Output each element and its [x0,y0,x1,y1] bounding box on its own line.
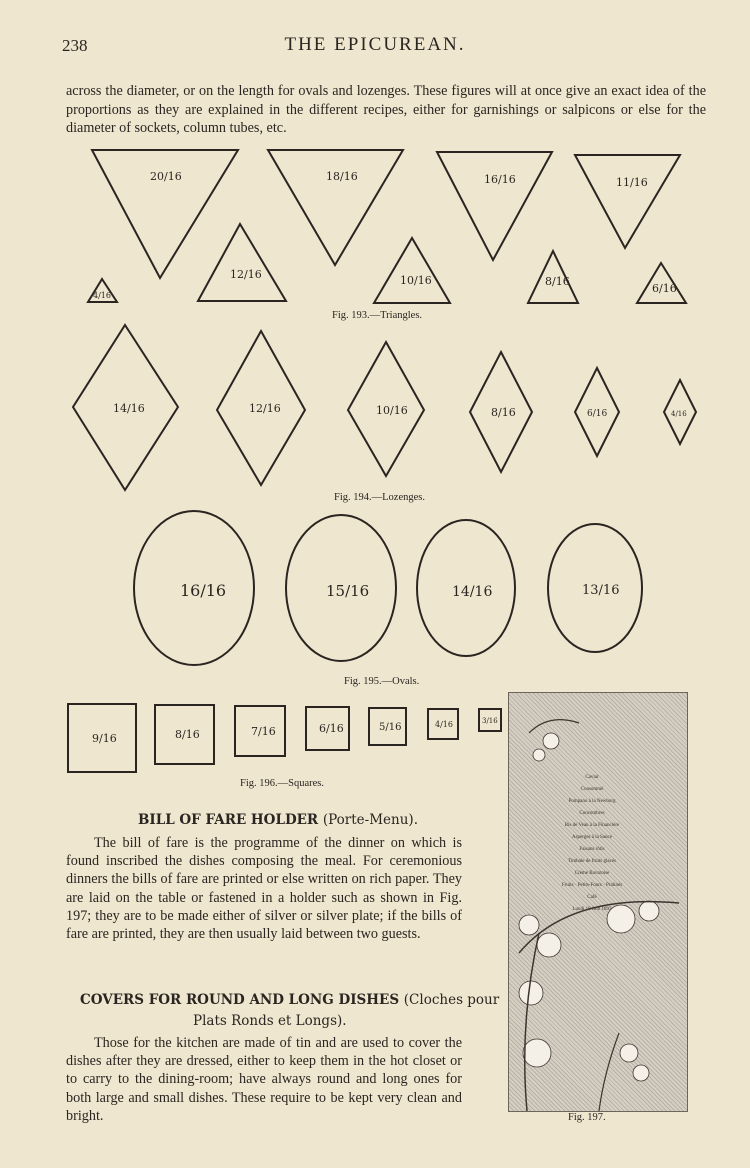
triangle-12-16 [198,224,286,301]
lozenge-label-4: 4/16 [671,410,687,418]
menu-line: Ris de Veau à la Financière [564,823,620,828]
triangle-label-10: 10/16 [400,274,432,287]
bill-of-fare-paragraph: The bill of fare is the programme of the dinner on which is found inscribed the dishes composing the meal. For ceremonious dinners the bills of fare are printed or else written on rich paper. They are laid on the table or fastened in a holder such as shown in Fig. 197; they are to be made either of silver or silver plate; if the bills of fare are printed, they are then usually laid between two guests. [66,835,462,943]
covers-title-line2: Plats Ronds et Longs). [193,1013,347,1029]
triangle-label-11: 11/16 [616,176,648,189]
menu-card-illustration [508,692,688,1112]
covers-paragraph: Those for the kitchen are made of tin and are used to cover the dishes after they are dressed, either to keep them in the hot closet or to carry to the dining-room; have always round and long ones for both large and small dishes. These require to be kept very clean and bright. [66,1035,462,1124]
oval-label-16: 16/16 [180,581,227,600]
menu-text-block [527,775,657,919]
menu-card-caption: Fig. 197. [568,1112,606,1123]
square-label-9: 9/16 [92,732,117,745]
triangle-18-16 [268,150,403,265]
oval-label-13: 13/16 [582,583,620,598]
triangle-label-4: 4/16 [93,291,111,300]
menu-line: Caviar [585,775,599,780]
oval-label-15: 15/16 [326,582,370,600]
lozenge-label-8: 8/16 [491,406,516,419]
menu-line: Fruits · Petits-Fours · Pralinés [561,883,623,888]
covers-title: COVERS FOR ROUND AND LONG DISHES [80,992,400,1008]
lozenge-figures [73,325,696,503]
square-label-5: 5/16 [379,722,402,733]
ovals-caption: Fig. 195.—Ovals. [344,676,420,687]
bill-of-fare-title: BILL OF FARE HOLDER [138,812,319,828]
lozenge-label-14: 14/16 [113,402,145,415]
page-number: 238 [62,36,88,55]
lozenges-caption: Fig. 194.—Lozenges. [334,492,425,503]
square-label-3: 3/16 [482,717,498,725]
intro-paragraph: across the diameter, or on the length for ovals and lozenges. These figures will at once give an exact idea of the proportions as they are explained in the different recipes, either for garnishings or salpicons or else for the diameter of sockets, column tubes, etc. [66,83,706,136]
triangle-label-18: 18/16 [326,170,358,183]
square-label-8: 8/16 [175,728,200,741]
lozenge-label-10: 10/16 [376,404,408,417]
triangle-label-12: 12/16 [230,268,262,281]
triangle-16-16 [437,152,552,260]
running-title: THE EPICUREAN. [284,34,466,55]
menu-line: Asperges à la Sauce [571,835,613,840]
triangle-figures [88,150,686,321]
menu-line: Crème Bavaroise [574,871,610,876]
menu-line: Faisans rôtis [579,847,605,852]
oval-figures [134,511,642,687]
square-label-6: 6/16 [319,722,344,735]
covers-title-suffix: (Cloches pour [403,992,500,1008]
square-label-7: 7/16 [251,725,276,738]
triangle-label-6: 6/16 [652,282,677,295]
square-figures [68,704,501,789]
lozenge-label-12: 12/16 [249,402,281,415]
triangle-11-16 [575,155,680,248]
oval-label-14: 14/16 [452,584,493,600]
menu-line: Pompano à la Newburg [568,799,616,804]
menu-line: Timbale de fruits glacés [567,859,616,864]
covers-heading-line2 [193,1013,347,1029]
triangles-caption: Fig. 193.—Triangles. [332,310,423,321]
bill-of-fare-heading [138,812,418,828]
square-label-4: 4/16 [435,720,453,729]
triangle-label-16: 16/16 [484,173,516,186]
menu-line: Consommé [580,787,604,792]
covers-heading [80,992,499,1008]
menu-line: Café [587,895,597,900]
triangle-label-20: 20/16 [150,170,182,183]
lozenge-label-6: 6/16 [587,409,608,419]
triangle-10-16 [374,238,450,303]
triangle-label-8: 8/16 [545,275,570,288]
menu-line: Lundi 18 Juin 1893 [572,907,612,912]
bill-of-fare-title-suffix: (Porte-Menu). [322,812,418,828]
squares-caption: Fig. 196.—Squares. [240,778,324,789]
menu-line: Concombres [579,811,605,816]
